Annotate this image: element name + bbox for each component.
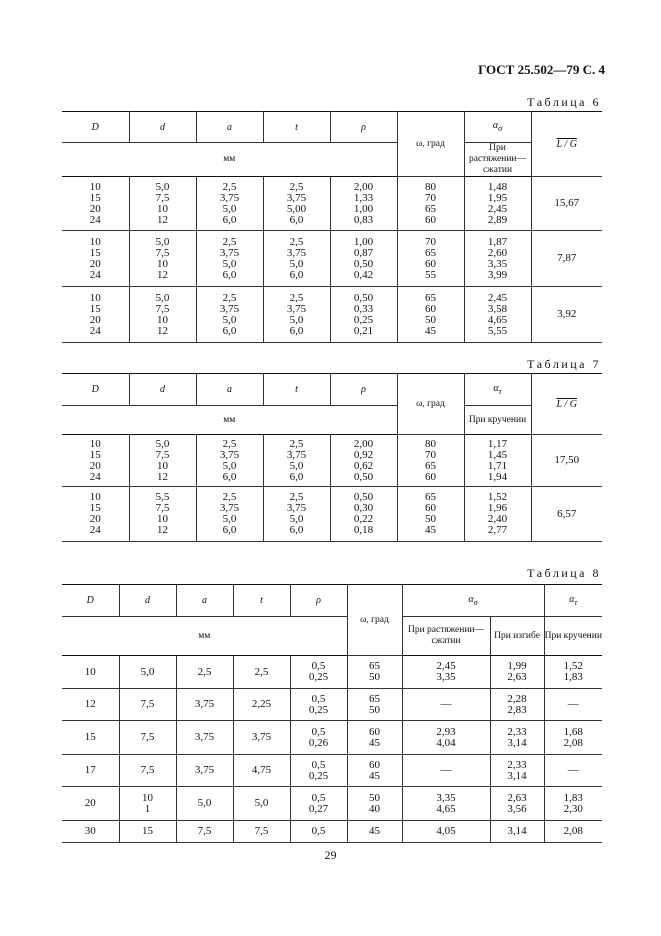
col-a: a — [176, 585, 233, 617]
cell-a: 2,5 3,75 5,0 6,0 — [196, 231, 263, 287]
alpha-note: При кручении — [464, 406, 531, 435]
cell-t: 3,75 — [233, 721, 290, 755]
cell-omega: 70 65 60 55 — [397, 231, 464, 287]
cell-omega: 65 50 — [347, 656, 402, 689]
table-row — [62, 787, 602, 821]
cell-omega: 65 60 50 45 — [397, 287, 464, 343]
col-rho: ρ — [290, 585, 347, 617]
table-7 — [62, 373, 602, 542]
col-alpha: $\alpha_\sigma$ — [464, 112, 531, 143]
table-row — [62, 821, 602, 843]
cell-D: 10 15 20 24 — [62, 487, 129, 542]
col-d: d — [119, 585, 176, 617]
cell-d: 5,0 — [119, 656, 176, 689]
cell-d: 5,0 7,5 10 12 — [129, 435, 196, 487]
cell-t: 2,5 3,75 5,00 6,0 — [263, 177, 330, 231]
col-t: t — [263, 374, 330, 406]
cell-torsion: 2,08 — [544, 821, 602, 843]
col-d: d — [129, 112, 196, 143]
cell-t: 2,5 3,75 5,0 6,0 — [263, 231, 330, 287]
document-header: ГОСТ 25.502—79 С. 4 — [478, 62, 605, 77]
col-alpha-sigma: $\alpha_\sigma$ — [402, 585, 544, 617]
table-row — [62, 231, 602, 287]
col-alpha: $\alpha_\tau$ — [464, 374, 531, 406]
cell-D: 10 15 20 24 — [62, 231, 129, 287]
table-row — [62, 755, 602, 787]
cell-D: 10 15 20 24 — [62, 177, 129, 231]
cell-D: 30 — [62, 821, 119, 843]
cell-LG: 17,50 — [531, 435, 602, 487]
cell-a: 2,5 — [176, 656, 233, 689]
table7-caption: Таблица 7 — [527, 357, 601, 371]
table-8 — [62, 584, 602, 843]
cell-tension: 4,05 — [402, 821, 490, 843]
table-row — [62, 721, 602, 755]
col-LG: L / G — [531, 112, 602, 177]
cell-t: 2,25 — [233, 689, 290, 721]
cell-tension: — — [402, 689, 490, 721]
cell-rho: 0,5 0,26 — [290, 721, 347, 755]
cell-t: 2,5 3,75 5,0 6,0 — [263, 487, 330, 542]
cell-d: 5,0 7,5 10 12 — [129, 177, 196, 231]
cell-omega: 65 50 — [347, 689, 402, 721]
cell-torsion: 1,68 2,08 — [544, 721, 602, 755]
cell-omega: 60 45 — [347, 721, 402, 755]
cell-rho: 0,5 — [290, 821, 347, 843]
col-alpha-tau: $\alpha_\tau$ — [544, 585, 602, 617]
cell-D: 10 15 20 24 — [62, 435, 129, 487]
col-D: D — [62, 585, 119, 617]
col-t: t — [233, 585, 290, 617]
col-t: t — [263, 112, 330, 143]
cell-torsion: — — [544, 755, 602, 787]
cell-bending: 2,33 3,14 — [490, 721, 544, 755]
sub-tension: При растяжении—сжатии — [402, 617, 490, 656]
cell-bending: 2,33 3,14 — [490, 755, 544, 787]
col-omega: ω, град — [397, 112, 464, 177]
cell-tension: 2,45 3,35 — [402, 656, 490, 689]
cell-torsion: — — [544, 689, 602, 721]
col-a: a — [196, 374, 263, 406]
col-omega: ω, град — [397, 374, 464, 435]
cell-alpha: 1,87 2,60 3,35 3,99 — [464, 231, 531, 287]
cell-bending: 2,28 2,83 — [490, 689, 544, 721]
cell-alpha: 1,17 1,45 1,71 1,94 — [464, 435, 531, 487]
cell-rho: 0,5 0,25 — [290, 656, 347, 689]
alpha-note: При растяжении—сжатии — [464, 143, 531, 177]
cell-alpha: 1,48 1,95 2,45 2,89 — [464, 177, 531, 231]
cell-bending: 3,14 — [490, 821, 544, 843]
cell-rho: 0,50 0,33 0,25 0,21 — [330, 287, 397, 343]
col-a: a — [196, 112, 263, 143]
table-row — [62, 487, 602, 542]
cell-d: 10 1 — [119, 787, 176, 821]
cell-a: 7,5 — [176, 821, 233, 843]
cell-D: 12 — [62, 689, 119, 721]
cell-t: 2,5 — [233, 656, 290, 689]
cell-a: 3,75 — [176, 755, 233, 787]
unit-mm: мм — [62, 143, 397, 177]
cell-omega: 50 40 — [347, 787, 402, 821]
cell-rho: 0,5 0,25 — [290, 755, 347, 787]
col-d: d — [129, 374, 196, 406]
col-omega: ω, град — [347, 585, 402, 656]
cell-d: 5,0 7,5 10 12 — [129, 287, 196, 343]
cell-tension: 3,35 4,65 — [402, 787, 490, 821]
table-row — [62, 177, 602, 231]
cell-rho: 2,00 1,33 1,00 0,83 — [330, 177, 397, 231]
cell-D: 15 — [62, 721, 119, 755]
cell-t: 2,5 3,75 5,0 6,0 — [263, 435, 330, 487]
cell-rho: 0,5 0,25 — [290, 689, 347, 721]
page-number: 29 — [324, 848, 337, 862]
sub-bending: При изгибе — [490, 617, 544, 656]
table-6 — [62, 111, 602, 343]
cell-tension: 2,93 4,04 — [402, 721, 490, 755]
cell-a: 3,75 — [176, 689, 233, 721]
cell-a: 3,75 — [176, 721, 233, 755]
cell-omega: 65 60 50 45 — [397, 487, 464, 542]
col-LG: L / G — [531, 374, 602, 435]
col-rho: ρ — [330, 374, 397, 406]
cell-a: 2,5 3,75 5,0 6,0 — [196, 177, 263, 231]
cell-D: 17 — [62, 755, 119, 787]
cell-alpha: 2,45 3,58 4,65 5,55 — [464, 287, 531, 343]
table-row — [62, 656, 602, 689]
cell-a: 2,5 3,75 5,0 6,0 — [196, 435, 263, 487]
sub-torsion: При кручении — [544, 617, 602, 656]
unit-mm: мм — [62, 406, 397, 435]
cell-d: 7,5 — [119, 721, 176, 755]
cell-t: 2,5 3,75 5,0 6,0 — [263, 287, 330, 343]
cell-D: 10 — [62, 656, 119, 689]
cell-d: 5,0 7,5 10 12 — [129, 231, 196, 287]
cell-d: 7,5 — [119, 755, 176, 787]
cell-rho: 1,00 0,87 0,50 0,42 — [330, 231, 397, 287]
cell-LG: 3,92 — [531, 287, 602, 343]
col-D: D — [62, 374, 129, 406]
cell-rho: 0,50 0,30 0,22 0,18 — [330, 487, 397, 542]
cell-omega: 60 45 — [347, 755, 402, 787]
cell-rho: 0,5 0,27 — [290, 787, 347, 821]
cell-rho: 2,00 0,92 0,62 0,50 — [330, 435, 397, 487]
table8-caption: Таблица 8 — [527, 566, 601, 580]
col-D: D — [62, 112, 129, 143]
cell-a: 5,0 — [176, 787, 233, 821]
cell-omega: 80 70 65 60 — [397, 435, 464, 487]
table-row — [62, 287, 602, 343]
cell-torsion: 1,52 1,83 — [544, 656, 602, 689]
table6-caption: Таблица 6 — [527, 95, 601, 109]
cell-D: 20 — [62, 787, 119, 821]
table-row — [62, 689, 602, 721]
cell-tension: — — [402, 755, 490, 787]
cell-a: 2,5 3,75 5,0 6,0 — [196, 287, 263, 343]
cell-LG: 7,87 — [531, 231, 602, 287]
cell-LG: 6,57 — [531, 487, 602, 542]
unit-mm: мм — [62, 617, 347, 656]
cell-bending: 1,99 2,63 — [490, 656, 544, 689]
cell-a: 2,5 3,75 5,0 6,0 — [196, 487, 263, 542]
cell-LG: 15,67 — [531, 177, 602, 231]
cell-torsion: 1,83 2,30 — [544, 787, 602, 821]
col-rho: ρ — [330, 112, 397, 143]
cell-t: 5,0 — [233, 787, 290, 821]
cell-D: 10 15 20 24 — [62, 287, 129, 343]
cell-alpha: 1,52 1,96 2,40 2,77 — [464, 487, 531, 542]
cell-d: 5,5 7,5 10 12 — [129, 487, 196, 542]
cell-omega: 80 70 65 60 — [397, 177, 464, 231]
cell-d: 7,5 — [119, 689, 176, 721]
cell-d: 15 — [119, 821, 176, 843]
cell-t: 7,5 — [233, 821, 290, 843]
cell-omega: 45 — [347, 821, 402, 843]
cell-bending: 2,63 3,56 — [490, 787, 544, 821]
table-row — [62, 435, 602, 487]
cell-t: 4,75 — [233, 755, 290, 787]
